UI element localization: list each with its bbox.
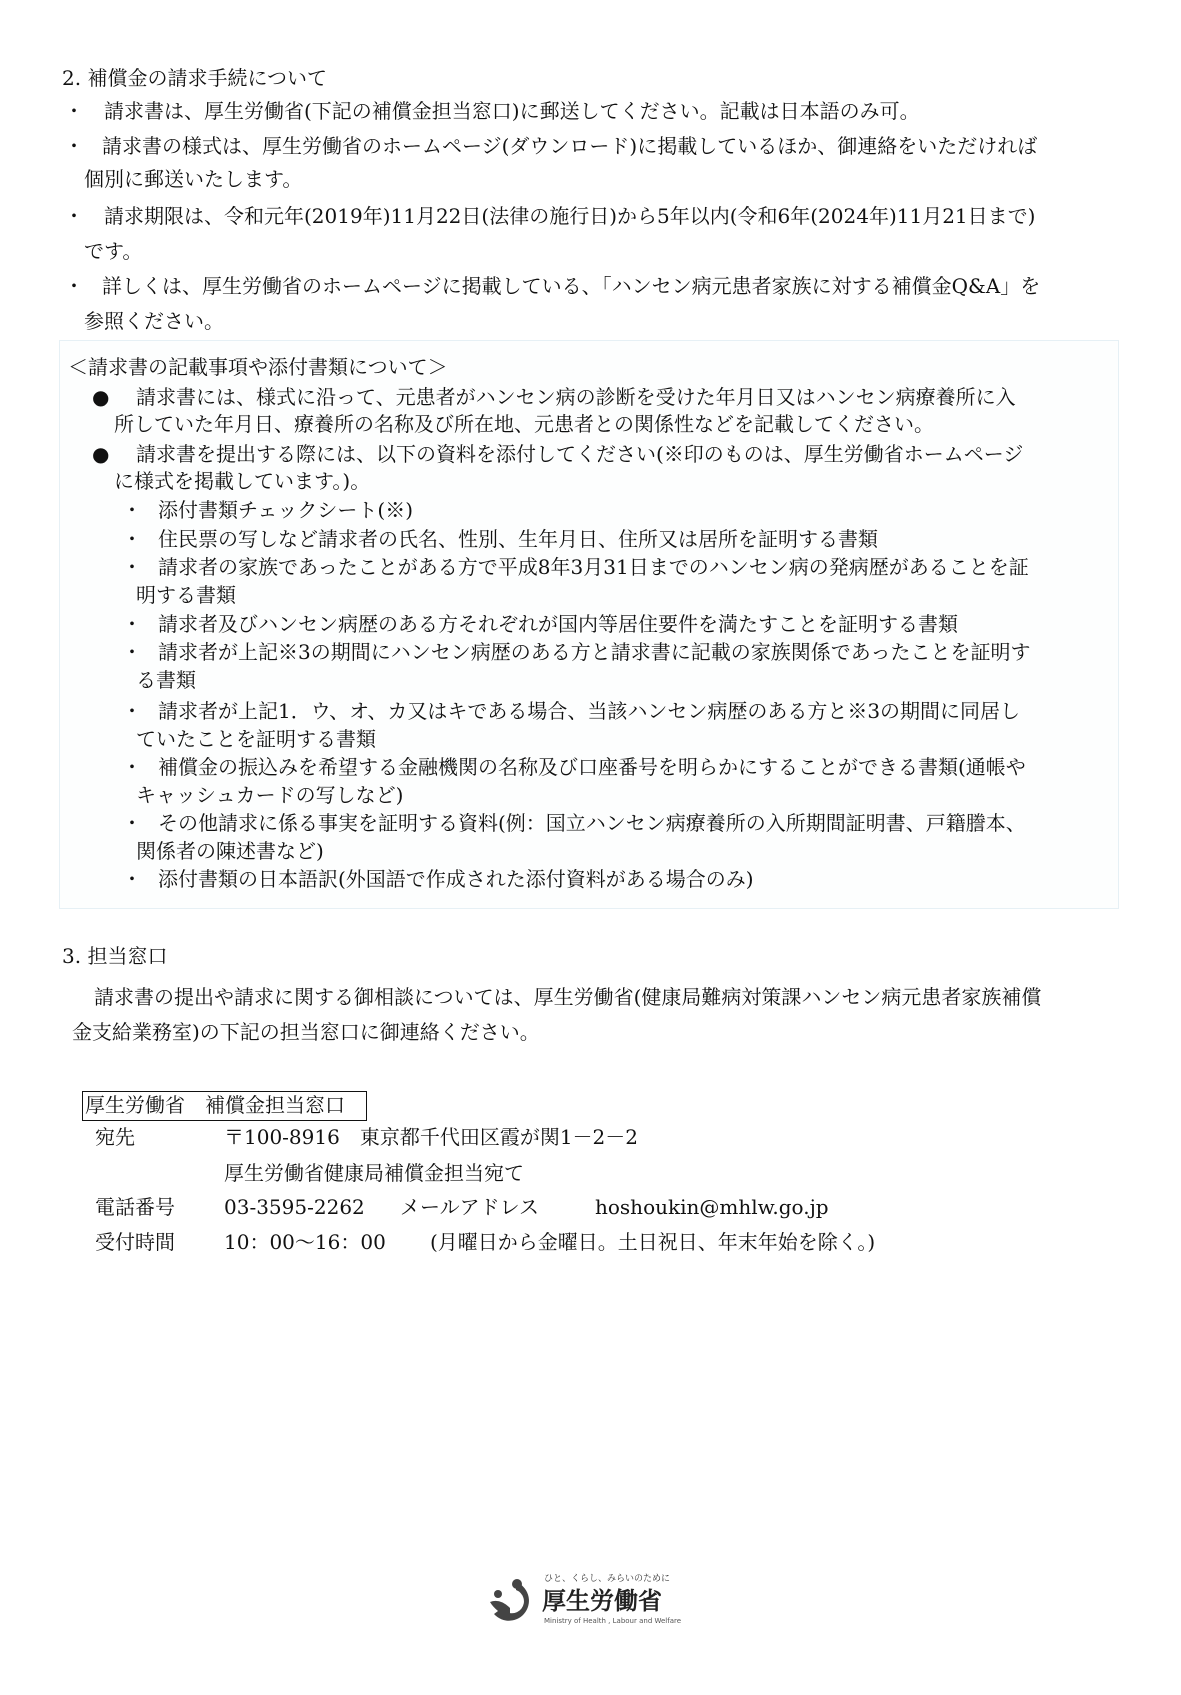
family-heart-icon [486,1578,536,1624]
mhlw-logo [486,1574,716,1628]
address-line-2: 厚生労働省健康局補償金担当宛て [224,1161,524,1185]
logo-name: 厚生労働省 [542,1587,662,1615]
attachment-item: 補償金の振込みを希望する金融機関の名称及び口座番号を明らかにすることができる書類(通帳や [158,755,1026,779]
hours-note: (月曜日から金曜日。土日祝日、年末年始を除く。) [430,1230,876,1254]
attachment-item: 請求者が上記※3の期間にハンセン病歴のある方と請求書に記載の家族関係であったことを証明す [158,640,1031,664]
note-point: 請求書には、様式に沿って、元患者がハンセン病の診断を受けた年月日又はハンセン病療養所に入 [136,385,1016,409]
dot-bullet: ・ [122,699,142,723]
attachment-item: 添付書類チェックシート(※) [158,498,414,522]
list-item: 請求期限は、令和元年(2019年)11月22日(法律の施行日)から5年以内(令和6年(2024年)11月21日まで) [104,204,1036,228]
list-item: 請求書の様式は、厚生労働省のホームページ(ダウンロード)に掲載しているほか、御連絡をいただければ [102,134,1038,158]
dot-bullet: ・ [122,867,142,891]
section-2-heading: 2. 補償金の請求手続について [62,66,328,90]
circle-bullet: ● [92,385,110,409]
section-3-body: 請求書の提出や請求に関する御相談については、厚生労働省(健康局難病対策課ハンセン病元患者家族補償 [94,985,1042,1009]
attachment-item: 添付書類の日本語訳(外国語で作成された添付資料がある場合のみ) [158,867,754,891]
address-line-1: 〒100-8916 東京都千代田区霞が関1－2－2 [224,1125,639,1149]
attachment-item: その他請求に係る事実を証明する資料(例：国立ハンセン病療養所の入所期間証明書、戸籍謄本、 [158,811,1026,835]
dot-bullet: ・ [122,498,142,522]
list-item: 請求書は、厚生労働省(下記の補償金担当窓口)に郵送してください。記載は日本語のみ可。 [104,99,920,123]
bullet: ・ [64,99,84,123]
section-3-body-cont: 金支給業務室)の下記の担当窓口に御連絡ください。 [72,1020,540,1044]
address-label: 宛先 [95,1125,135,1149]
dot-bullet: ・ [122,755,142,779]
list-item-cont: 参照ください。 [84,309,224,333]
phone-number: 03-3595-2262 [224,1195,365,1219]
hours: 10：00～16：00 [224,1230,386,1254]
list-item-cont: 個別に郵送いたします。 [84,167,303,191]
email-label: メールアドレス [400,1195,539,1219]
attachment-item-cont: る書類 [136,668,196,692]
circle-bullet: ● [92,442,110,466]
dot-bullet: ・ [122,612,142,636]
dot-bullet: ・ [122,555,142,579]
logo-english: Ministry of Health , Labour and Welfare [544,1617,682,1625]
note-point-cont: 所していた年月日、療養所の名称及び所在地、元患者との関係性などを記載してください。 [114,412,934,436]
hours-label: 受付時間 [95,1230,175,1254]
bullet: ・ [64,134,84,158]
attachment-item: 請求者が上記1．ウ、オ、カ又はキである場合、当該ハンセン病歴のある方と※3の期間に同居し [158,699,1021,723]
list-item: 詳しくは、厚生労働省のホームページに掲載している、「ハンセン病元患者家族に対する補償金Q&A」を [102,274,1041,298]
bullet: ・ [64,274,84,298]
note-point: 請求書を提出する際には、以下の資料を添付してください(※印のものは、厚生労働省ホームページ [136,442,1024,466]
attachment-item-cont: キャッシュカードの写しなど) [136,783,404,807]
notes-heading: ＜請求書の記載事項や添付書類について＞ [68,355,448,379]
logo-tagline: ひと、くらし、みらいのために [544,1574,671,1584]
section-3-heading: 3. 担当窓口 [62,944,168,968]
phone-label: 電話番号 [95,1195,175,1219]
dot-bullet: ・ [122,527,142,551]
note-point-cont: に様式を掲載しています。)。 [114,469,371,493]
contact-title: 厚生労働省 補償金担当窓口 [85,1093,345,1117]
email-link[interactable]: hoshoukin@mhlw.go.jp [595,1195,829,1219]
attachment-item-cont: 関係者の陳述書など) [136,839,324,863]
dot-bullet: ・ [122,640,142,664]
attachment-item: 住民票の写しなど請求者の氏名、性別、生年月日、住所又は居所を証明する書類 [158,527,878,551]
attachment-item: 請求者及びハンセン病歴のある方それぞれが国内等居住要件を満たすことを証明する書類 [158,612,958,636]
bullet: ・ [64,204,84,228]
attachment-item-cont: 明する書類 [136,583,236,607]
dot-bullet: ・ [122,811,142,835]
list-item-cont: です。 [84,239,143,263]
attachment-item-cont: ていたことを証明する書類 [136,727,376,751]
attachment-item: 請求者の家族であったことがある方で平成8年3月31日までのハンセン病の発病歴があることを証 [158,555,1029,579]
